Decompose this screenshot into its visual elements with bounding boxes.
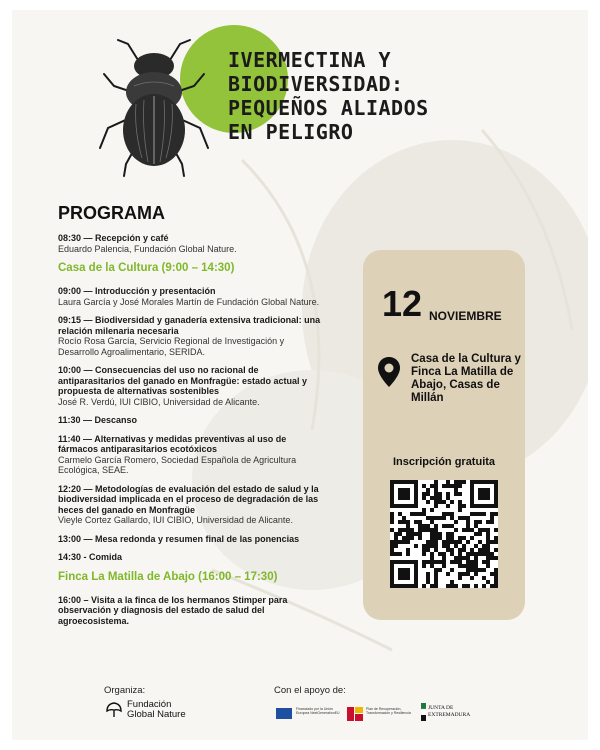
agenda-time-title: 12:20 — Metodologías de evaluación del estado de salud y la biodiversidad implicada en el proceso de degradación de las heces del ganado en Monfragüe (58, 483, 319, 515)
organizer-name: Fundación Global Nature (127, 699, 186, 720)
agenda-time-title: 11:30 — Descanso (58, 415, 138, 425)
agenda-item (58, 552, 326, 563)
organizer-label: Organiza: (104, 685, 146, 696)
event-info-card (363, 250, 525, 620)
agenda-item (58, 415, 326, 426)
agenda-item (58, 365, 326, 407)
agenda-time-title: 09:15 — Biodiversidad y ganadería extensiva tradicional: una relación milenaria necesaria (58, 315, 321, 336)
junta-logo (421, 703, 426, 721)
agenda-time-title: 11:40 — Alternativas y medidas preventivas al uso de fármacos antiparasitarios ecotóxicos (58, 433, 287, 454)
agenda-item (58, 233, 326, 254)
agenda-time-title: 08:30 — Recepción y café (58, 233, 169, 243)
event-title: IVERMECTINA Y BIODIVERSIDAD: PEQUEÑOS ALIADOS EN PELIGRO (228, 48, 429, 144)
sponsor-eu: Financiado por la Unión Europea NextGenerationEU (296, 707, 340, 716)
program-heading: PROGRAMA (58, 203, 165, 223)
qr-code[interactable] (390, 480, 498, 588)
sponsor-prtr: Plan de Recuperación, Transformación y Resiliencia (366, 707, 411, 716)
event-month: NOVIEMBRE (429, 309, 502, 323)
agenda-speakers: Laura García y José Morales Martín de Fundación Global Nature. (58, 296, 320, 307)
registration-label[interactable]: Inscripción gratuita (392, 456, 496, 468)
agenda-time-title: 10:00 — Consecuencias del uso no racional de antiparasitarios del ganado en Monfragüe: estado actual y propuesta de alternativas sostenibles (58, 365, 308, 396)
agenda-item (58, 315, 326, 357)
agenda-item (58, 534, 326, 545)
sponsor-junta: JUNTA DE EXTREMADURA (428, 705, 471, 718)
support-label: Con el apoyo de: (274, 685, 346, 696)
agenda-time-title: 14:30 - Comida (58, 552, 123, 562)
poster (12, 10, 588, 740)
event-day: 12 (382, 283, 423, 324)
beetle-illustration (90, 30, 218, 180)
agenda-time-title: 13:00 — Mesa redonda y resumen final de las ponencias (58, 533, 300, 544)
program-agenda (58, 233, 326, 634)
venue-heading: Finca La Matilla de Abajo (16:00 – 17:30) (58, 570, 278, 583)
event-location: Casa de la Cultura y Finca La Matilla de Abajo, Casas de Millán (411, 353, 521, 404)
agenda-speakers: José R. Verdú, IUI CIBIO, Universidad de Alicante. (58, 396, 260, 407)
global-nature-logo (104, 699, 124, 719)
agenda-item (58, 286, 326, 307)
agenda-speakers: Eduardo Palencia, Fundación Global Nature. (58, 243, 237, 254)
venue-heading: Casa de la Cultura (9:00 – 14:30) (58, 262, 235, 274)
agenda-time-title: 16:00 – Visita a la finca de los hermanos Stimper para observación y diagnosis del estado de salud del agroecosistema. (58, 594, 288, 626)
eu-flag-icon (276, 708, 292, 719)
prtr-logo (347, 707, 363, 721)
agenda-item (58, 595, 326, 627)
agenda-item (58, 484, 326, 526)
agenda-speakers: Vieyle Cortez Gallardo, IUI CIBIO, Universidad de Alicante. (58, 515, 293, 525)
agenda-speakers: Carmelo García Romero, Sociedad Española de Agricultura Ecológica, SEAE. (58, 454, 297, 475)
agenda-item (58, 434, 326, 476)
agenda-time-title: 09:00 — Introducción y presentación (58, 286, 216, 296)
location-pin-icon (377, 356, 401, 388)
agenda-speakers: Rocío Rosa García, Servicio Regional de Investigación y Desarrollo Agroalimentario, SERIDA. (58, 336, 285, 357)
